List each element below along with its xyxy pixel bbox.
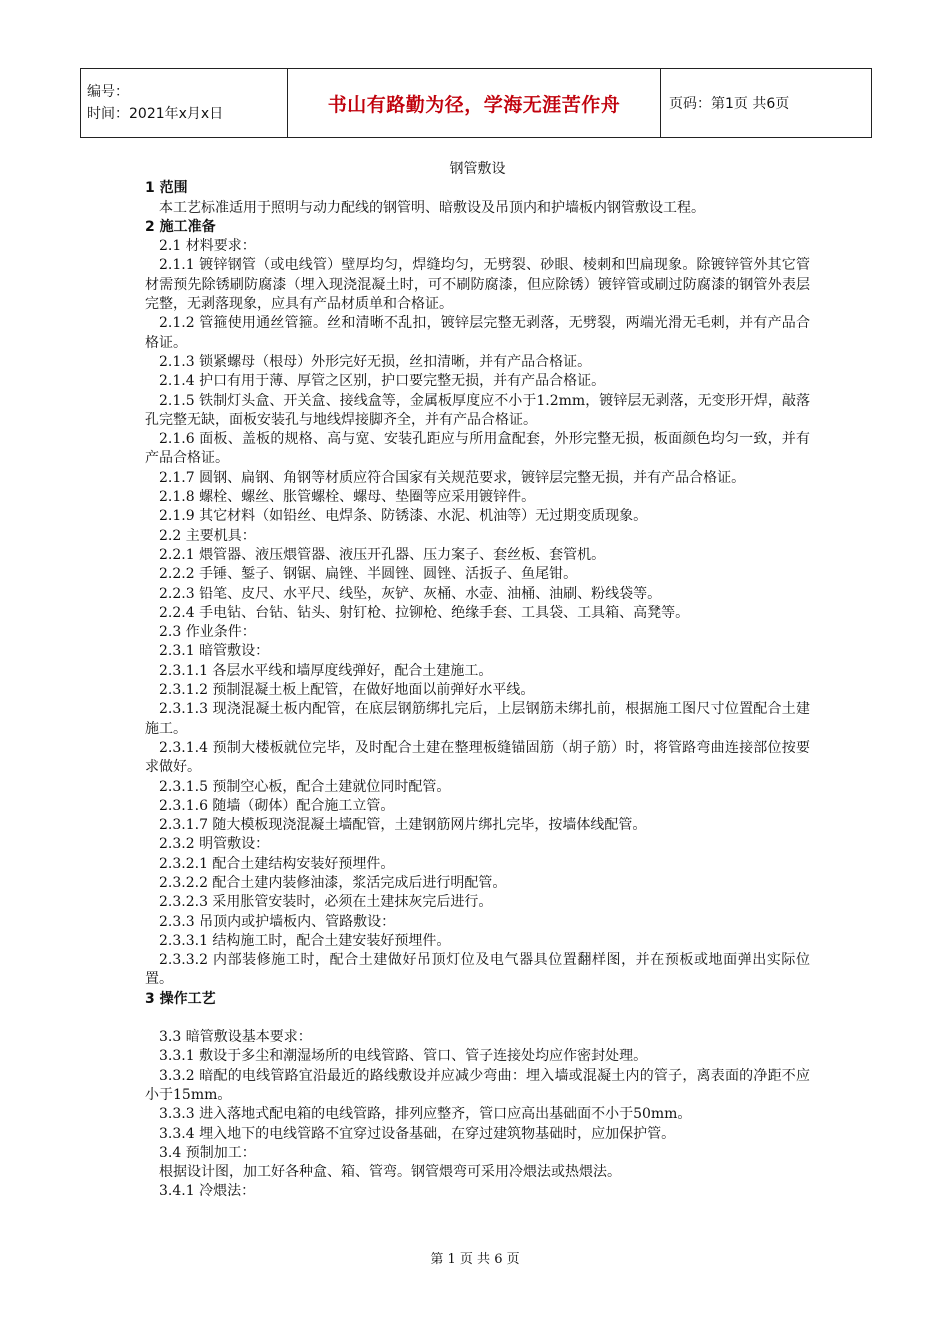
paragraph: 2.3.1.4 预制大楼板就位完毕，及时配合土建在整理板缝锚固筋（胡子筋）时，将管路弯曲连接部位按要求做好。	[145, 739, 810, 776]
paragraph: 2.1.3 锁紧螺母（根母）外形完好无损，丝扣清晰，并有产品合格证。	[159, 353, 592, 370]
section-heading: 2 施工准备	[145, 218, 216, 235]
paragraph: 根据设计图，加工好各种盒、箱、管弯。钢管煨弯可采用冷煨法或热煨法。	[159, 1164, 621, 1181]
header-meta	[81, 69, 288, 137]
paragraph: 3.3.3 进入落地式配电箱的电线管路，排列应整齐，管口应高出基础面不小于50mm。	[159, 1106, 692, 1123]
paragraph: 3.3.4 埋入地下的电线管路不宜穿过设备基础，在穿过建筑物基础时，应加保护管。	[159, 1125, 676, 1142]
paragraph: 3.4.1 冷煨法：	[159, 1183, 256, 1200]
paragraph: 3.3.2 暗配的电线管路宜沿最近的路线敷设并应减少弯曲：埋入墙或混凝土内的管子，离表面的净距不应小于15mm。	[145, 1067, 810, 1103]
paragraph: 2.3.2.3 采用胀管安装时，必须在土建抹灰完后进行。	[159, 894, 493, 911]
paragraph: 2.2.1 煨管器、液压煨管器、液压开孔器、压力案子、套丝板、套管机。	[159, 546, 606, 563]
motto-text: 书山有路勤为径，学海无涯苦作舟	[327, 93, 621, 116]
paragraph: 2.3.2.2 配合土建内装修油漆，浆活完成后进行明配管。	[159, 874, 507, 891]
paragraph: 2.3.1 暗管敷设：	[159, 643, 270, 660]
doc-number-label: 编号：	[87, 84, 129, 100]
paragraph: 2.1.6 面板、盖板的规格、高与宽、安装孔距应与所用盒配套，外形完整无损，板面颜色均匀一致，并有产品合格证。	[145, 431, 810, 467]
page-header	[80, 68, 872, 138]
paragraph: 2.3.1.1 各层水平线和墙厚度线弹好，配合土建施工。	[159, 662, 493, 679]
document-body	[145, 160, 810, 1202]
document-title: 钢管敷设	[449, 161, 506, 177]
paragraph: 2.3.1.6 随墙（砌体）配合施工立管。	[159, 797, 395, 814]
paragraph: 2.3.1.2 预制混凝土板上配管，在做好地面以前弹好水平线。	[159, 682, 535, 699]
paragraph: 2.3.3.2 内部装修施工时，配合土建做好吊顶灯位及电气器具位置翻样图，并在预板或地面弹出实际位置。	[145, 952, 810, 988]
section-heading: 3 操作工艺	[145, 990, 216, 1007]
paragraph: 2.1 材料要求：	[159, 238, 256, 255]
paragraph: 2.3.1.7 随大模板现浇混凝土墙配管，土建钢筋网片绑扎完毕，按墙体线配管。	[159, 817, 647, 834]
paragraph: 2.3.1.3 现浇混凝土板内配管，在底层钢筋绑扎完后，上层钢筋未绑扎前，根据施工图尺寸位置配合土建施工。	[145, 701, 810, 737]
paragraph: 2.1.7 圆钢、扁钢、角钢等材质应符合国家有关规范要求，镀锌层完整无损，并有产品合格证。	[159, 469, 746, 486]
paragraph: 2.3 作业条件：	[159, 624, 256, 641]
paragraph: 本工艺标准适用于照明与动力配线的钢管明、暗敷设及吊顶内和护墙板内钢管敷设工程。	[159, 199, 705, 216]
paragraph	[145, 1009, 810, 1028]
paragraph: 2.2.2 手锤、錾子、钢锯、扁锉、半圆锉、圆锉、活扳子、鱼尾钳。	[159, 566, 578, 583]
header-motto-cell	[288, 69, 661, 137]
page-number-label: 页码：第1页 共6页	[669, 96, 790, 112]
paragraph: 3.4 预制加工：	[159, 1144, 256, 1161]
paragraph: 3.3.1 敷设于多尘和潮湿场所的电线管路、管口、管子连接处均应作密封处理。	[159, 1048, 648, 1065]
paragraph: 2.1.4 护口有用于薄、厚管之区别，护口要完整无损，并有产品合格证。	[159, 373, 606, 390]
header-page-cell	[661, 69, 871, 137]
section-heading: 1 范围	[145, 180, 188, 197]
page-footer: 第 1 页 共 6 页	[430, 1252, 520, 1267]
paragraph: 2.3.3.1 结构施工时，配合土建安装好预埋件。	[159, 932, 451, 949]
paragraph: 2.3.2.1 配合土建结构安装好预埋件。	[159, 855, 395, 872]
paragraph: 2.3.1.5 预制空心板，配合土建就位同时配管。	[159, 778, 451, 795]
paragraph: 2.1.9 其它材料（如铅丝、电焊条、防锈漆、水泥、机油等）无过期变质现象。	[159, 508, 648, 525]
paragraph: 2.1.5 铁制灯头盒、开关盒、接线盒等，金属板厚度应不小于1.2mm，镀锌层无剥落，无变形开焊，敲落孔完整无缺，面板安装孔与地线焊接脚齐全，并有产品合格证。	[145, 392, 810, 428]
paragraph: 2.2 主要机具：	[159, 527, 256, 544]
doc-time-label: 时间：2021年x月x日	[87, 106, 224, 122]
paragraph: 2.1.8 螺栓、螺丝、胀管螺栓、螺母、垫圈等应采用镀锌件。	[159, 489, 536, 506]
paragraph: 2.2.3 铅笔、皮尺、水平尺、线坠，灰铲、灰桶、水壶、油桶、油刷、粉线袋等。	[159, 585, 662, 602]
paragraph: 2.1.1 镀锌钢管（或电线管）壁厚均匀，焊缝均匀，无劈裂、砂眼、棱刺和凹扁现象。除镀锌管外其它管材需预先除锈刷防腐漆（埋入现浇混凝土时，可不刷防腐漆，但应除锈）镀锌管或刷过防腐漆的钢管外表层完整，无剥落现象，应具有产品材质单和合格证。	[145, 257, 810, 313]
paragraph: 2.3.3 吊顶内或护墙板内、管路敷设：	[159, 913, 396, 930]
paragraph: 3.3 暗管敷设基本要求：	[159, 1029, 312, 1046]
paragraph: 2.3.2 明管敷设：	[159, 836, 270, 853]
paragraph: 2.1.2 管箍使用通丝管箍。丝和清晰不乱扣，镀锌层完整无剥落，无劈裂，两端光滑无毛刺，并有产品合格证。	[145, 315, 810, 351]
paragraph: 2.2.4 手电钻、台钻、钻头、射钉枪、拉铆枪、绝缘手套、工具袋、工具箱、高凳等。	[159, 604, 690, 621]
